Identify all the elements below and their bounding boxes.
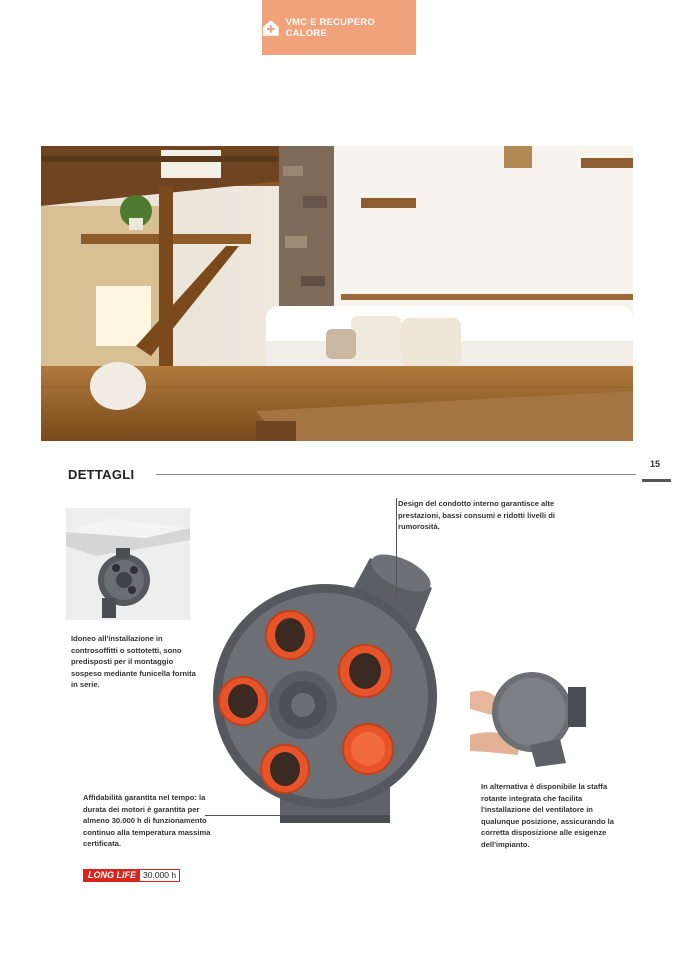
house-plus-icon bbox=[262, 19, 280, 37]
reliability-note: Affidabilità garantita nel tempo: la durata dei motori è garantita per almeno 30.000 h di funzionamento continuo alla temperatura massima certificata. bbox=[83, 793, 211, 848]
reliability-leader-line bbox=[205, 815, 280, 816]
design-leader-line bbox=[396, 498, 397, 598]
design-note: Design del condotto interno garantisce alte prestazioni, bassi consumi e ridotti livelli di rumorosità. bbox=[398, 499, 555, 531]
fan-product-image bbox=[210, 553, 440, 825]
rotating-bracket-photo bbox=[470, 667, 592, 767]
section-divider bbox=[156, 474, 636, 475]
page-number: 15 bbox=[650, 459, 661, 469]
living-room-photo bbox=[41, 146, 633, 441]
section-title: DETTAGLI bbox=[68, 467, 135, 482]
category-label: VMC E RECUPERO CALORE bbox=[285, 16, 375, 39]
bracket-note: In alternativa è disponibile la staffa rotante integrata che facilita l'installazione del ventilatore in qualunque posizione, assicurando la corretta disposizione alle esigenze dell'impianto. bbox=[481, 782, 614, 849]
long-life-label: LONG LIFE bbox=[84, 870, 140, 881]
ceiling-install-note: Idoneo all'installazione in controsoffitti o sottotetti, sono predisposti per il montaggio sospeso mediante funicella fornita in serie. bbox=[71, 634, 196, 689]
category-tab bbox=[262, 0, 416, 55]
page-number-bar bbox=[642, 479, 671, 482]
ceiling-mount-photo bbox=[66, 508, 190, 620]
long-life-badge bbox=[83, 869, 180, 882]
long-life-hours: 30.000 h bbox=[140, 870, 179, 881]
